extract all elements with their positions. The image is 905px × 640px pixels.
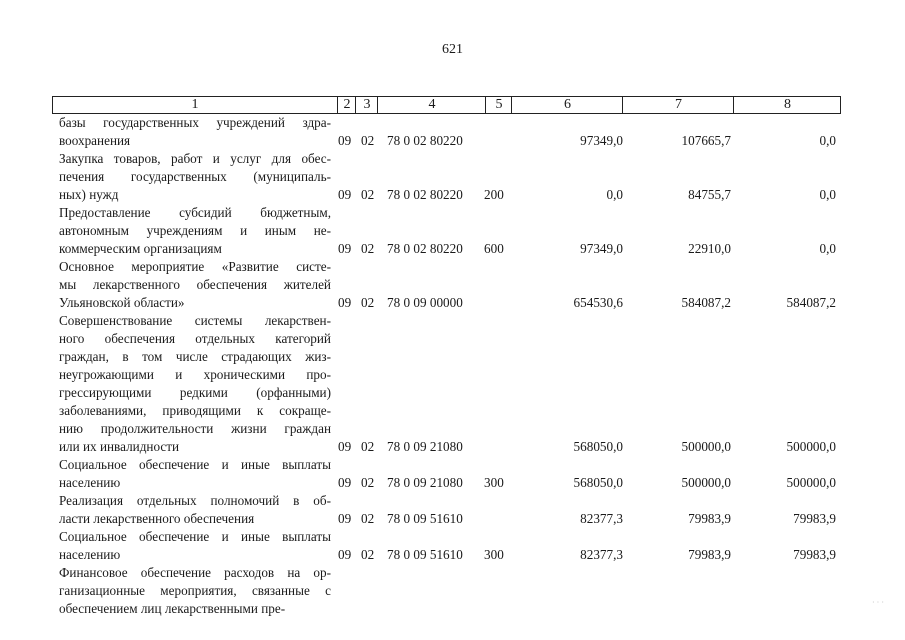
row-description [59, 456, 331, 492]
target-article-code: 78 0 09 21080 [387, 439, 463, 454]
description-line: Финансовое обеспечение расходов на ор- [59, 565, 331, 580]
table-row [0, 258, 905, 312]
amount-col-8: 0,0 [819, 133, 836, 148]
description-line: неугрожающими и хроническими про- [59, 367, 331, 382]
section-code: 09 [338, 133, 352, 148]
subsection-code: 02 [361, 295, 375, 310]
section-code: 09 [338, 475, 352, 490]
amount-col-7: 84755,7 [688, 187, 731, 202]
header-col-3: 3 [355, 97, 378, 113]
amount-col-6: 82377,3 [580, 511, 623, 526]
amount-col-8: 0,0 [819, 241, 836, 256]
row-description [59, 204, 331, 258]
amount-col-6: 82377,3 [580, 547, 623, 562]
table-row [0, 492, 905, 528]
description-line: ного обеспечения отдельных категорий [59, 331, 331, 346]
expense-type-code: 600 [484, 241, 504, 256]
row-description [59, 114, 331, 150]
subsection-code: 02 [361, 511, 375, 526]
description-line: автономным учреждениям и иным не- [59, 223, 331, 238]
amount-col-8: 79983,9 [793, 511, 836, 526]
description-line: грессирующими редкими (орфанными) [59, 385, 331, 400]
amount-col-6: 568050,0 [573, 439, 623, 454]
description-line: мы лекарственного обеспечения жителей [59, 277, 331, 292]
subsection-code: 02 [361, 439, 375, 454]
description-line: Основное мероприятие «Развитие систе- [59, 259, 331, 274]
amount-col-7: 500000,0 [681, 439, 731, 454]
description-line: ласти лекарственного обеспечения [59, 511, 255, 526]
table-header-row [52, 96, 841, 114]
description-line: воохранения [59, 133, 131, 148]
amount-col-6: 97349,0 [580, 241, 623, 256]
page-number: 621 [442, 42, 463, 57]
description-line: Предоставление субсидий бюджетным, [59, 205, 331, 220]
description-line: или их инвалидности [59, 439, 180, 454]
description-line: базы государственных учреждений здра- [59, 115, 331, 130]
subsection-code: 02 [361, 133, 375, 148]
description-line: печения государственных (муниципаль- [59, 169, 331, 184]
target-article-code: 78 0 09 21080 [387, 475, 463, 490]
scan-dots: · · · [872, 598, 884, 607]
amount-col-6: 97349,0 [580, 133, 623, 148]
header-col-2: 2 [337, 97, 356, 113]
amount-col-7: 79983,9 [688, 547, 731, 562]
row-description [59, 258, 331, 312]
expense-type-code: 300 [484, 475, 504, 490]
amount-col-6: 568050,0 [573, 475, 623, 490]
target-article-code: 78 0 09 00000 [387, 295, 463, 310]
target-article-code: 78 0 02 80220 [387, 133, 463, 148]
amount-col-6: 654530,6 [573, 295, 623, 310]
subsection-code: 02 [361, 241, 375, 256]
table-row [0, 528, 905, 564]
section-code: 09 [338, 547, 352, 562]
table-row [0, 456, 905, 492]
amount-col-6: 0,0 [606, 187, 623, 202]
header-col-1: 1 [191, 97, 199, 112]
header-col-4: 4 [377, 97, 486, 113]
description-line: Закупка товаров, работ и услуг для обес- [59, 151, 331, 166]
amount-col-7: 500000,0 [681, 475, 731, 490]
amount-col-8: 500000,0 [786, 439, 836, 454]
description-line: обеспечением лиц лекарственными пре- [59, 601, 286, 616]
table-row [0, 204, 905, 258]
description-line: Реализация отдельных полномочий в об- [59, 493, 331, 508]
description-line: Социальное обеспечение и иные выплаты [59, 529, 331, 544]
expense-type-code: 300 [484, 547, 504, 562]
description-line: Социальное обеспечение и иные выплаты [59, 457, 331, 472]
description-line: граждан, в том числе страдающих жиз- [59, 349, 331, 364]
amount-col-7: 22910,0 [688, 241, 731, 256]
expense-type-code: 200 [484, 187, 504, 202]
amount-col-7: 79983,9 [688, 511, 731, 526]
table-row [0, 114, 905, 150]
amount-col-8: 500000,0 [786, 475, 836, 490]
row-description [59, 312, 331, 456]
row-description [59, 492, 331, 528]
description-line: коммерческим организациям [59, 241, 222, 256]
amount-col-8: 0,0 [819, 187, 836, 202]
target-article-code: 78 0 02 80220 [387, 241, 463, 256]
description-line: нию продолжительности жизни граждан [59, 421, 331, 436]
section-code: 09 [338, 295, 352, 310]
description-line: населению [59, 475, 121, 490]
header-col-5: 5 [485, 97, 512, 113]
target-article-code: 78 0 09 51610 [387, 547, 463, 562]
description-line: Ульяновской области» [59, 295, 185, 310]
subsection-code: 02 [361, 475, 375, 490]
description-line: Совершенствование системы лекарствен- [59, 313, 331, 328]
row-description [59, 528, 331, 564]
table-row [0, 564, 905, 618]
description-line: ганизационные мероприятия, связанные с [59, 583, 331, 598]
description-line: заболеваниями, приводящими к сокраще- [59, 403, 331, 418]
section-code: 09 [338, 511, 352, 526]
header-col-8: 8 [733, 97, 841, 113]
subsection-code: 02 [361, 547, 375, 562]
table-row [0, 150, 905, 204]
target-article-code: 78 0 02 80220 [387, 187, 463, 202]
description-line: населению [59, 547, 121, 562]
amount-col-8: 584087,2 [786, 295, 836, 310]
table-row [0, 312, 905, 456]
section-code: 09 [338, 187, 352, 202]
subsection-code: 02 [361, 187, 375, 202]
header-col-6: 6 [511, 97, 623, 113]
amount-col-7: 584087,2 [681, 295, 731, 310]
section-code: 09 [338, 439, 352, 454]
target-article-code: 78 0 09 51610 [387, 511, 463, 526]
row-description [59, 564, 331, 618]
section-code: 09 [338, 241, 352, 256]
amount-col-8: 79983,9 [793, 547, 836, 562]
header-col-7: 7 [622, 97, 734, 113]
row-description [59, 150, 331, 204]
description-line: ных) нужд [59, 187, 119, 202]
amount-col-7: 107665,7 [681, 133, 731, 148]
